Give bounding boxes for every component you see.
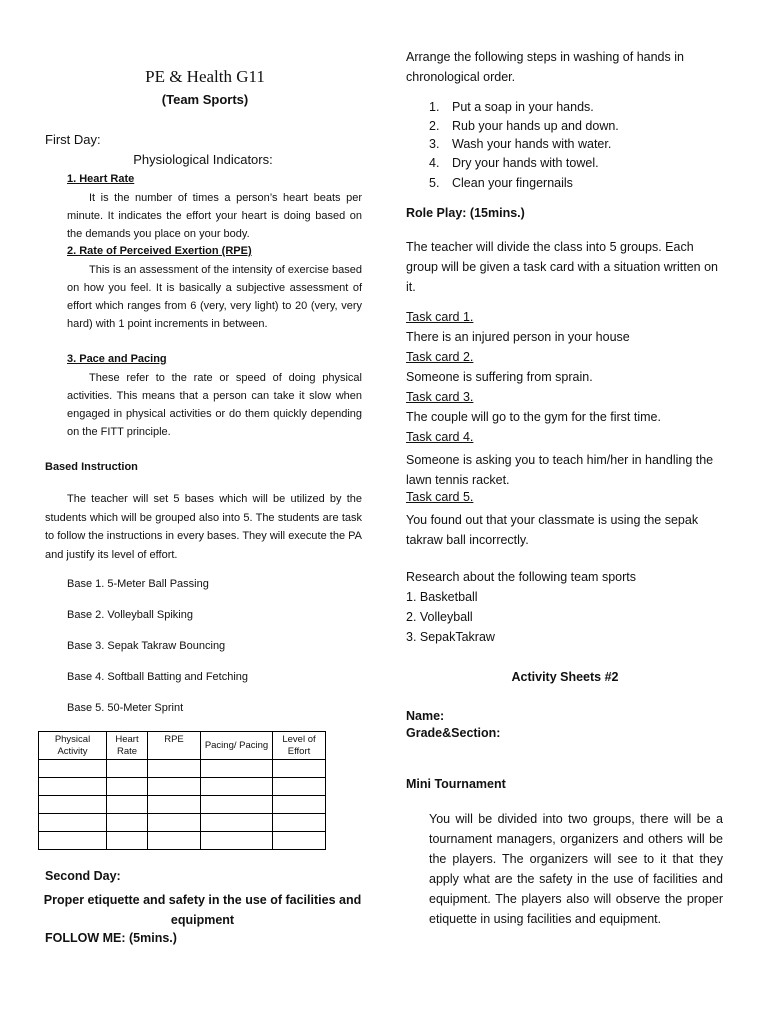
table-cell [39,778,107,796]
pace-text: These refer to the rate or speed of doing physical activities. This means that a person can take it slow when engaged in physical activities or do them quickly depending on the FITT principle. [67,372,362,438]
task-card-label: Task card 4. [406,430,474,444]
table-cell [201,760,273,778]
step-number: 5. [429,176,440,190]
sport-item: 2. Volleyball [406,610,473,624]
pace-heading: 3. Pace and Pacing [67,353,167,365]
grade-section-label: Grade&Section: [406,726,501,740]
task-card-text: You found out that your classmate is using the sepak takraw ball incorrectly. [406,513,699,547]
table-cell [148,832,201,850]
task-card-text: Someone is suffering from sprain. [406,370,593,384]
table-header-cell: Heart Rate [107,732,148,760]
step-item: Rub your hands up and down. [452,119,619,133]
second-day-label: Second Day: [45,869,121,883]
heart-rate-text: It is the number of times a person’s heart beats per minute. It indicates the effort your heart is doing based on the demands you place on your body. [67,192,362,240]
arrange-instructions: Arrange the following steps in washing of hands in chronological order. [406,50,684,84]
table-row [39,778,326,796]
step-number: 3. [429,137,440,151]
table-cell [107,796,148,814]
based-instruction-heading: Based Instruction [45,461,138,473]
page-title: PE & Health G11 [145,67,265,86]
activity-sheets-heading: Activity Sheets #2 [511,670,619,684]
first-day-label: First Day: [45,132,101,147]
table-cell [107,760,148,778]
table-cell [273,796,326,814]
task-card-label: Task card 1. [406,310,474,324]
base-item: Base 3. Sepak Takraw Bouncing [67,640,226,652]
table-row [39,760,326,778]
role-play-heading: Role Play: (15mins.) [406,206,525,220]
table-header-row [39,732,326,760]
etiquette-heading: Proper etiquette and safety in the use of facilities and equipment [43,893,362,927]
table-cell [39,832,107,850]
rpe-text: This is an assessment of the intensity of exercise based on how you feel. It is basically a subjective assessment of effort which ranges from 6 (very, very light) to 20 (very, very hard) with 1 point increments in between. [67,264,362,330]
table-header-cell: Level of Effort [273,732,326,760]
heart-rate-heading: 1. Heart Rate [67,173,135,185]
task-card-text: Someone is asking you to teach him/her in handling the lawn tennis racket. [406,453,714,487]
table-header-cell: Physical Activity [39,732,107,760]
table-cell [273,832,326,850]
task-card-text: There is an injured person in your house [406,330,630,344]
table-cell [148,814,201,832]
table-header-cell: RPE [148,732,201,760]
mini-tournament-heading: Mini Tournament [406,777,506,791]
step-item: Put a soap in your hands. [452,100,594,114]
research-heading: Research about the following team sports [406,570,636,584]
name-label: Name: [406,709,445,723]
table-cell [39,796,107,814]
sport-item: 3. SepakTakraw [406,630,495,644]
step-item: Dry your hands with towel. [452,156,599,170]
sport-item: 1. Basketball [406,590,478,604]
rpe-heading: 2. Rate of Perceived Exertion (RPE) [67,245,252,257]
step-number: 4. [429,156,440,170]
table-cell [201,796,273,814]
task-card-label: Task card 2. [406,350,474,364]
table-cell [273,760,326,778]
table-cell [148,778,201,796]
page-subtitle: (Team Sports) [161,92,249,107]
table-row [39,796,326,814]
based-instruction-text: The teacher will set 5 bases which will be utilized by the students which will be grouped also into 5. The students are task to follow the instructions in every bases. They will execute the PA and justify its level of effort. [45,493,362,561]
step-number: 1. [429,100,440,114]
step-number: 2. [429,119,440,133]
table-row [39,814,326,832]
table-header-cell: Pacing/ Pacing [201,732,273,760]
table-cell [201,778,273,796]
step-item: Clean your fingernails [452,176,573,190]
table-cell [148,796,201,814]
table-cell [148,760,201,778]
table-cell [39,760,107,778]
table-cell [273,814,326,832]
mini-tournament-text: You will be divided into two groups, there will be a tournament managers, organizers and others will be the players. The organizers will see to it that they apply what are the safety in the use of facilities and equipment. The players also will observe the proper etiquette in using facilities and equipment. [429,812,723,926]
table-cell [201,832,273,850]
table-cell [107,832,148,850]
base-item: Base 1. 5-Meter Ball Passing [67,578,209,590]
table-cell [201,814,273,832]
base-item: Base 5. 50-Meter Sprint [67,702,184,714]
table-row [39,832,326,850]
role-play-text: The teacher will divide the class into 5 groups. Each group will be given a task card with a situation written on it. [406,240,718,294]
task-card-label: Task card 5. [406,490,474,504]
base-item: Base 2. Volleyball Spiking [67,609,193,621]
task-card-text: The couple will go to the gym for the first time. [406,410,661,424]
table-cell [273,778,326,796]
task-card-label: Task card 3. [406,390,474,404]
base-item: Base 4. Softball Batting and Fetching [67,671,249,683]
physiological-indicators-heading: Physiological Indicators: [133,152,273,167]
table-cell [107,778,148,796]
table-cell [39,814,107,832]
table-cell [107,814,148,832]
effort-table [38,731,326,850]
follow-me-label: FOLLOW ME: (5mins.) [45,931,177,945]
step-item: Wash your hands with water. [452,137,612,151]
